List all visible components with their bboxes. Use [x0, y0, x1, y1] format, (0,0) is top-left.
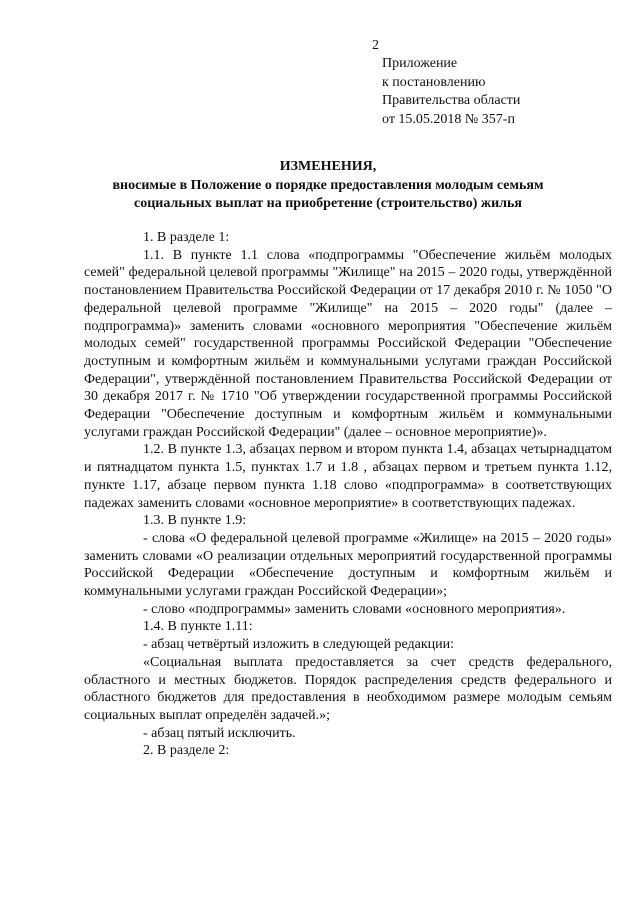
appendix-block	[382, 55, 520, 129]
paragraph: - слово «подпрограммы» заменить словами «основного мероприятия».	[143, 601, 566, 617]
paragraph: 1. В разделе 1:	[143, 230, 230, 245]
paragraph: - абзац пятый исключить.	[143, 725, 296, 741]
appendix-line: к постановлению	[382, 74, 486, 90]
paragraph: «Социальная выплата предоставляется за счет средств федерального, областного и местных бюджетов. Порядок распределения средств федерального и областного бюджетов для предоставления в необходимом размере молодым семьям социальных выплат определён задачей.»;	[84, 654, 612, 723]
paragraph: 1.3. В пункте 1.9:	[143, 513, 247, 529]
document-title	[84, 158, 572, 214]
paragraph: - абзац четвёртый изложить в следующей редакции:	[143, 637, 455, 653]
paragraph: 1.2. В пункте 1.3, абзацах первом и втором пункта 1.4, абзацах четырнадцатом и пятнадцатом пункта 1.5, пунктах 1.7 и 1.8 , абзацах первом и третьем пункта 1.12, пункте 1.17, абзаце первом пункта 1.18 слово «подпрограмма» в соответствующих падежах заменить словами «основное мероприятие» в соответствующих падежах.	[84, 442, 612, 511]
appendix-line: Приложение	[382, 56, 458, 71]
paragraph: - слова «О федеральной целевой программе «Жилище» на 2015 – 2020 годы» заменить словами «О реализации отдельных мероприятий государственной программы Российской Федерации «Обеспечение доступным и комфортным жильём и коммунальными услугами граждан Российской Федерации»;	[84, 530, 612, 600]
appendix-line: Правительства области	[382, 93, 521, 108]
title-heading: ИЗМЕНЕНИЯ,	[279, 159, 377, 174]
paragraph: 1.1. В пункте 1.1 слова «подпрограммы "Обеспечение жильём молодых семей" федеральной целевой программы "Жилище" на 2015 – 2020 годы, утверждённой постановлением Правительства Российской Федерации от 17 декабря 2010 г. № 1050 "О федеральной целевой программе "Жилище" на 2015 – 2020 годы" (далее – подпрограмма)» заменить словами «основного мероприятия "Обеспечение жильём молодых семей" государственной программы Российской Федерации "Обеспечение доступным и комфортным жильём и коммунальными услугами граждан Российской Федерации", утверждённой постановлением Правительства Российской Федерации от 30 декабря 2017 г. № 1710 "Об утверждении государственной программы Российской Федерации "Обеспечение доступным и комфортным жильём и коммунальными услугами граждан Российской Федерации" (далее – основное мероприятие)».	[84, 247, 612, 440]
page-number: 2	[372, 38, 379, 53]
document-body	[84, 229, 612, 760]
paragraph: 1.4. В пункте 1.11:	[143, 619, 253, 635]
title-subtitle: вносимые в Положение о порядке предоставления молодым семьям социальных выплат на приобретение (строительство) жилья	[112, 177, 544, 211]
paragraph: 2. В разделе 2:	[143, 743, 230, 759]
appendix-line: от 15.05.2018 № 357-п	[382, 111, 515, 127]
